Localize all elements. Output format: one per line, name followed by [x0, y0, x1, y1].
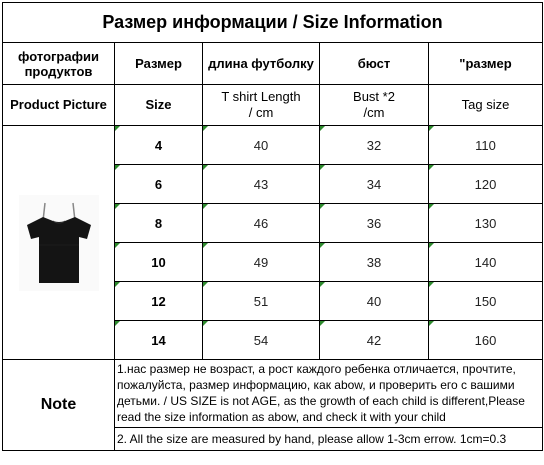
corner-marker-icon: [115, 126, 120, 131]
size-value: 12: [151, 293, 166, 309]
size-cell: [115, 126, 203, 165]
header-length-ru: длина футболку: [203, 43, 320, 85]
length-value: 43: [253, 176, 269, 192]
length-cell: [203, 126, 320, 165]
header-length-en: [203, 85, 320, 126]
tag-cell: [429, 243, 543, 282]
bust-value: 36: [366, 215, 382, 231]
corner-marker-icon: [429, 243, 434, 248]
note-text-2: 2. All the size are measured by hand, please allow 1-3cm errow. 1cm=0.3: [115, 428, 543, 451]
corner-marker-icon: [203, 282, 208, 287]
length-value: 46: [253, 215, 269, 231]
tag-cell: [429, 126, 543, 165]
table-row: [3, 126, 543, 165]
header-bust-en: [320, 85, 429, 126]
corner-marker-icon: [320, 282, 325, 287]
tag-value: 160: [474, 332, 497, 348]
size-value: 14: [151, 332, 166, 348]
tag-value: 150: [474, 293, 497, 309]
corner-marker-icon: [320, 165, 325, 170]
bust-cell: [320, 165, 429, 204]
corner-marker-icon: [203, 243, 208, 248]
size-value: 6: [154, 176, 163, 192]
length-value: 54: [253, 332, 269, 348]
bust-cell: [320, 126, 429, 165]
length-cell: [203, 204, 320, 243]
length-value: 40: [253, 137, 269, 153]
bust-cell: [320, 321, 429, 360]
corner-marker-icon: [320, 243, 325, 248]
tag-cell: [429, 204, 543, 243]
tag-value: 110: [475, 137, 496, 153]
bust-cell: [320, 282, 429, 321]
header-size-ru: Размер: [115, 43, 203, 85]
bust-cell: [320, 243, 429, 282]
length-value: 51: [253, 293, 269, 309]
header-tag-ru: "размер: [429, 43, 543, 85]
note-text-1-content: 1.нас размер не возраст, а рост каждого ребенка отличается, прочтите, пожалуйста, размер информацию, как abow, и проверить его с вашими детьми. / US SIZE is not AGE, as the growth of each child is different,Please read the size information as abow, and check it with your child: [117, 362, 525, 424]
header-row-russian: [3, 43, 543, 85]
note-row: [3, 360, 543, 428]
bust-value: 38: [366, 254, 382, 270]
length-value: 49: [253, 254, 269, 270]
header-bust-en-line2: /cm: [363, 105, 385, 120]
black-tshirt-image: [19, 195, 99, 291]
bust-value: 42: [366, 332, 382, 348]
header-length-en-line1: T shirt Length: [221, 89, 301, 104]
bust-value: 32: [366, 137, 382, 153]
size-cell: [115, 321, 203, 360]
corner-marker-icon: [203, 321, 208, 326]
note-label: Note: [3, 360, 115, 451]
size-cell: [115, 243, 203, 282]
tag-cell: [429, 321, 543, 360]
product-photo: [3, 126, 115, 360]
bust-value: 34: [366, 176, 382, 192]
corner-marker-icon: [115, 204, 120, 209]
header-photo-en: Product Picture: [3, 85, 115, 126]
tag-value: 130: [474, 215, 497, 231]
corner-marker-icon: [115, 243, 120, 248]
tag-value: 120: [474, 176, 497, 192]
tag-cell: [429, 282, 543, 321]
corner-marker-icon: [320, 204, 325, 209]
size-value: 10: [151, 254, 166, 270]
length-cell: [203, 282, 320, 321]
note-text-1: [115, 360, 543, 428]
header-row-english: [3, 85, 543, 126]
corner-marker-icon: [429, 282, 434, 287]
tag-value: 140: [474, 254, 497, 270]
corner-marker-icon: [115, 165, 120, 170]
corner-marker-icon: [203, 204, 208, 209]
size-cell: [115, 204, 203, 243]
corner-marker-icon: [203, 126, 208, 131]
header-tag-en: Tag size: [429, 85, 543, 126]
length-cell: [203, 321, 320, 360]
header-bust-ru: бюст: [320, 43, 429, 85]
length-cell: [203, 243, 320, 282]
corner-marker-icon: [320, 321, 325, 326]
corner-marker-icon: [429, 126, 434, 131]
corner-marker-icon: [429, 204, 434, 209]
tag-cell: [429, 165, 543, 204]
size-cell: [115, 165, 203, 204]
corner-marker-icon: [429, 165, 434, 170]
header-size-en: Size: [115, 85, 203, 126]
corner-marker-icon: [115, 282, 120, 287]
corner-marker-icon: [203, 165, 208, 170]
corner-marker-icon: [429, 321, 434, 326]
size-cell: [115, 282, 203, 321]
header-length-en-line2: / cm: [248, 105, 274, 120]
length-cell: [203, 165, 320, 204]
bust-value: 40: [366, 293, 382, 309]
size-value: 4: [154, 137, 163, 153]
corner-marker-icon: [320, 126, 325, 131]
header-photo-ru: фотографии продуктов: [3, 43, 115, 85]
size-table: [2, 2, 543, 451]
header-bust-en-line1: Bust *2: [353, 89, 395, 104]
bust-cell: [320, 204, 429, 243]
corner-marker-icon: [115, 321, 120, 326]
size-value: 8: [154, 215, 163, 231]
table-title: Размер информации / Size Information: [3, 3, 543, 43]
